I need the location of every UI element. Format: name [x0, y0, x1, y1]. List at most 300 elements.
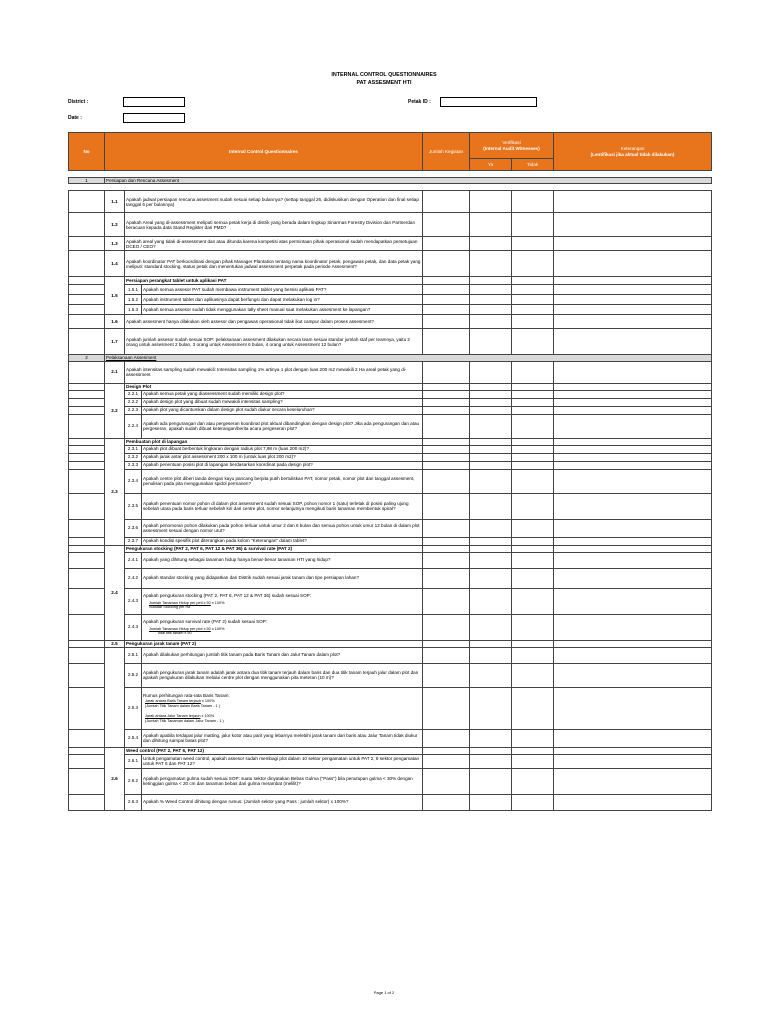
question-text: Apakah pengukuran stocking (PAT 2, PAT 6, PAT 12 & PAT 36) sudah sesuai SOP:: [143, 592, 312, 598]
row-number: 2.5: [105, 640, 125, 647]
keterangan-cell[interactable]: [554, 461, 712, 469]
ya-cell[interactable]: [470, 295, 512, 305]
row-number: 2.3: [105, 438, 125, 545]
keterangan-cell[interactable]: [554, 390, 712, 398]
tidak-cell[interactable]: [512, 552, 554, 568]
keterangan-cell[interactable]: [554, 398, 712, 406]
cell-blank: [69, 445, 105, 453]
jumlah-cell[interactable]: [423, 445, 470, 453]
jumlah-cell[interactable]: [423, 361, 470, 383]
ya-cell[interactable]: [470, 519, 512, 537]
page-number: Page 1 of 2: [373, 990, 395, 995]
question-text: Apakah semua petak yang diassessment sudah memiliki design plot?: [142, 390, 423, 398]
question-text: Apakah jadwal persiapan rencana assesment sudah sesuai setiap bulannya? (settap tanggal 26, didiskusikan dengan Operation dan final setiap tanggal 6 per bulannya): [125, 191, 423, 213]
keterangan-cell[interactable]: [554, 747, 712, 754]
cell-blank: [69, 361, 105, 383]
keterangan-cell[interactable]: [554, 285, 712, 295]
keterangan-cell[interactable]: [554, 453, 712, 461]
cell-blank: [69, 315, 105, 329]
cell-blank: [69, 191, 105, 213]
jumlah-cell[interactable]: [423, 647, 470, 663]
cell-blank: [69, 663, 105, 687]
section-title: Pelaksanaan Assesment: [105, 355, 712, 361]
row-number: 2.5.3: [125, 687, 142, 729]
jumlah-cell[interactable]: [423, 277, 470, 285]
row-number: 2.6.3: [125, 794, 142, 810]
tidak-cell[interactable]: [512, 329, 554, 355]
tidak-cell[interactable]: [512, 383, 554, 390]
cell-blank: [69, 438, 105, 445]
tidak-cell[interactable]: [512, 315, 554, 329]
question-formula-cell: [142, 588, 423, 614]
question-text: Apakah koordinator PAT berkoordinasi dengan pihak Manager Plantation tentang nama koordinator petak, pengawas petak, dan data petak yang meliputi: standard stocking, status petak dan menentukan jadwal assessment perpetak pada periode Assesment?: [125, 251, 423, 277]
row-number: 1.5.1: [125, 285, 142, 295]
question-text: Apakah pengukuran survival rate (PAT 2) sudah sesuai SOP:: [143, 618, 268, 624]
tidak-cell[interactable]: [512, 305, 554, 315]
keterangan-cell[interactable]: [554, 213, 712, 237]
row-number: 2.2.4: [125, 414, 142, 438]
row-number: 1.1: [105, 191, 125, 213]
tidak-cell[interactable]: [512, 406, 554, 414]
jumlah-cell[interactable]: [423, 469, 470, 493]
cell-blank: [69, 614, 105, 640]
tidak-cell[interactable]: [512, 453, 554, 461]
keterangan-cell[interactable]: [554, 493, 712, 519]
question-text: Apakah Areal yang di-assessment meliputi semua petak kerja di distrik yang berada dalam lingkup Sinarmas Forestry Division dan Partnerdan beracuan kepada data Stand Register dari PMD?: [125, 213, 423, 237]
jumlah-cell[interactable]: [423, 414, 470, 438]
row-number: 2.5.1: [125, 647, 142, 663]
jumlah-cell[interactable]: [423, 588, 470, 614]
question-text: Apakah intensitas sampling sudah mewakili: Intensitas sampling 1% artinya 1 plot dengan luas 200 m2 mewakili 2 Ha areal petak yang di-assessment: [125, 361, 423, 383]
row-number: 2.3.1: [125, 445, 142, 453]
spacer-row: [69, 171, 712, 178]
question-text: Apakah jumlah assesor sudah sesuai SOP: pelaksanaan assesment dilakukan secara team sesuai standar jumlah staf per teamnya, yaitu 2 orang untuk assesment 2 bulan, 3 orang untuk Assessment 6 bulan, 4 orang untuk Assessment 12 bulan?: [125, 329, 423, 355]
question-text: Apakah kondisi spesifik plot diterangkan pada kolom "Keterangan" dalam tablet?: [142, 537, 423, 545]
question-text: Apakah jarak antar plot assessment 200 x 100 m (untuk luas plot 200 m2)?: [142, 453, 423, 461]
cell-blank: [69, 493, 105, 519]
question-text: Untuk pengamatan weed control, apakah assesor sudah membagi plot dalam 10 sektor pengamatan untuk PAT 2; 8 sektor pengamatan untuk PAT 6 dan PAT 12?: [142, 754, 423, 768]
formula-denominator: (Jumlah Titik Tanam dalam Baris Tanam - 1 ): [145, 703, 220, 708]
subsection-title: Design Plot: [125, 383, 423, 390]
question-text: Apakah dilakukan perhitungan jumlah titik tanam pada Baris Tanam dan Jalur Tanam dalam plot?: [142, 647, 423, 663]
question-text: Apakah % Weed Control dihitung dengan rumus: (Jumlah sektor yang Pass : jumlah sektor) x 100%?: [142, 794, 423, 810]
cell-blank: [69, 768, 105, 794]
tidak-cell[interactable]: [512, 663, 554, 687]
row-number: 2.5.4: [125, 729, 142, 747]
col-keterangan: [554, 133, 712, 171]
cell-blank: [69, 729, 105, 747]
row-number: 1.7: [105, 329, 125, 355]
row-number: 1.2: [105, 213, 125, 237]
tidak-cell[interactable]: [512, 794, 554, 810]
keterangan-cell[interactable]: [554, 295, 712, 305]
keterangan-cell[interactable]: [554, 519, 712, 537]
keterangan-cell[interactable]: [554, 406, 712, 414]
cell-blank: [69, 647, 105, 663]
ya-cell[interactable]: [470, 315, 512, 329]
ya-cell[interactable]: [470, 414, 512, 438]
cell-blank: [69, 453, 105, 461]
ya-cell[interactable]: [470, 794, 512, 810]
tidak-cell[interactable]: [512, 237, 554, 251]
tidak-cell[interactable]: [512, 461, 554, 469]
col-tidak: Tidak: [512, 159, 554, 171]
row-number: 2.2.2: [125, 398, 142, 406]
question-text: Apakah pengamatan gulma sudah sesuai SOP: suatu sektor dinyatakan Bebas Gulma ("Pass") bila penutupan gulma < 30% dengan ketinggian gulma < 20 cm dan tanaman bebas dari gulma merambat (melilit)?: [142, 768, 423, 794]
keterangan-cell[interactable]: [554, 277, 712, 285]
question-text: Apakah assesment hanya dilakukan oleh assesor dan pengawas operasional tidak ikut campur dalam proses assesment?: [125, 315, 423, 329]
ya-cell[interactable]: [470, 237, 512, 251]
tidak-cell[interactable]: [512, 191, 554, 213]
row-number: 2.3.4: [125, 469, 142, 493]
date-field[interactable]: [123, 113, 185, 123]
ya-cell[interactable]: [470, 445, 512, 453]
formula-multiplier: x 100%: [211, 626, 225, 631]
jumlah-cell[interactable]: [423, 493, 470, 519]
jumlah-cell[interactable]: [423, 390, 470, 398]
row-number: 1.6: [105, 315, 125, 329]
row-number: 1.5.3: [125, 305, 142, 315]
formula-multiplier: x 100%: [201, 714, 215, 719]
jumlah-cell[interactable]: [423, 453, 470, 461]
question-formula-cell: [142, 614, 423, 640]
row-number: 2.6: [105, 747, 125, 810]
tidak-cell[interactable]: [512, 768, 554, 794]
question-text: Apakah penentuan posisi plot di lapangan berdasarkan koordinat pada design plot?: [142, 461, 423, 469]
tidak-cell[interactable]: [512, 285, 554, 295]
keterangan-cell[interactable]: [554, 545, 712, 552]
row-number: 2.3.5: [125, 493, 142, 519]
tidak-cell[interactable]: [512, 390, 554, 398]
tidak-cell[interactable]: [512, 647, 554, 663]
keterangan-cell[interactable]: [554, 414, 712, 438]
jumlah-cell[interactable]: [423, 794, 470, 810]
tidak-cell[interactable]: [512, 398, 554, 406]
ya-cell[interactable]: [470, 277, 512, 285]
row-number: 2.4.3: [125, 614, 142, 640]
tidak-cell[interactable]: [512, 361, 554, 383]
cell-blank: [69, 640, 105, 647]
cell-blank: [69, 295, 105, 305]
ya-cell[interactable]: [470, 588, 512, 614]
row-number: 2.4.1: [125, 552, 142, 568]
ya-cell[interactable]: [470, 545, 512, 552]
row-number: 2.6.1: [125, 754, 142, 768]
keterangan-label: Keterangan: [620, 146, 645, 152]
subsection-title: Pembuatan plot di lapangan: [125, 438, 423, 445]
cell-blank: [69, 747, 105, 754]
jumlah-cell[interactable]: [423, 768, 470, 794]
ya-cell[interactable]: [470, 285, 512, 295]
tidak-cell[interactable]: [512, 493, 554, 519]
col-ya: Ya: [470, 159, 512, 171]
keterangan-cell[interactable]: [554, 729, 712, 747]
keterangan-cell[interactable]: [554, 663, 712, 687]
tidak-cell[interactable]: [512, 438, 554, 445]
jumlah-cell[interactable]: [423, 329, 470, 355]
keterangan-cell[interactable]: [554, 315, 712, 329]
ya-cell[interactable]: [470, 537, 512, 545]
formula-multiplier: x 100%: [211, 600, 225, 605]
question-text: Apakah plot yang dicantumkan dalam design plot sudah diukur secara keseluruhan?: [142, 406, 423, 414]
jumlah-cell[interactable]: [423, 687, 470, 729]
row-number: 2.2.1: [125, 390, 142, 398]
page-subtitle: PAT ASSESMENT HTI: [356, 80, 412, 86]
row-number: 2.3.2: [125, 453, 142, 461]
keterangan-cell[interactable]: [554, 614, 712, 640]
ya-cell[interactable]: [470, 329, 512, 355]
question-text: Apakah plot dibuat berbentuk lingkaran dengan radius plot 7,98 m (luas 200 m2)?: [142, 445, 423, 453]
tidak-cell[interactable]: [512, 445, 554, 453]
jumlah-cell[interactable]: [423, 545, 470, 552]
row-number: 2.3.7: [125, 537, 142, 545]
tidak-cell[interactable]: [512, 469, 554, 493]
cell-blank: [69, 414, 105, 438]
row-number: 2.6.2: [125, 768, 142, 794]
ya-cell[interactable]: [470, 469, 512, 493]
jumlah-cell[interactable]: [423, 191, 470, 213]
col-no: No: [69, 133, 105, 171]
formula-numerator: Jarak antara Baris Tanam terjauh: [145, 699, 201, 704]
keterangan-cell[interactable]: [554, 251, 712, 277]
keterangan-cell[interactable]: [554, 794, 712, 810]
questionnaire-table: [68, 132, 712, 811]
question-text: Apakah design plot yang dibuat sudah mewakili intensitas sampling?: [142, 398, 423, 406]
keterangan-cell[interactable]: [554, 687, 712, 729]
question-text: Apakah penentuan nomor pohon di dalam plot assessment sudah sesuai SOP, pohon nomor 1 (satu) terletak di posisi paling ujung sebelah utara pada baris terluar sebelah kiri dari centre plot, nomor selanjutnya mengikuti baris tanaman membentuk spiral?: [142, 493, 423, 519]
ya-cell[interactable]: [470, 398, 512, 406]
question-text: Apakah yang dihitung sebagai tanaman hidup hanya benar-benar tanaman HTI yang hidup?: [142, 552, 423, 568]
cell-blank: [69, 794, 105, 810]
spacer-row: [69, 184, 712, 191]
formula-denominator: (Jumlah Titik Tanaman dalam Jalur Tanam - 1 ): [145, 718, 224, 723]
cell-blank: [69, 552, 105, 568]
tidak-cell[interactable]: [512, 414, 554, 438]
cell-blank: [69, 277, 105, 285]
keterangan-cell[interactable]: [554, 552, 712, 568]
ya-cell[interactable]: [470, 383, 512, 390]
keterangan-cell[interactable]: [554, 383, 712, 390]
subsection-title: Persiapan perangkat tablet untuk aplikasi PAT: [125, 277, 423, 285]
petak-id-field[interactable]: [440, 97, 537, 107]
ya-cell[interactable]: [470, 729, 512, 747]
cell-blank: [69, 519, 105, 537]
ya-cell[interactable]: [470, 493, 512, 519]
section-title: Persiapan dan Rencana Assesment: [105, 178, 712, 184]
tidak-cell[interactable]: [512, 251, 554, 277]
cell-blank: [69, 237, 105, 251]
jumlah-cell[interactable]: [423, 614, 470, 640]
verifikasi-label: Verifikasi: [502, 140, 521, 146]
question-text: Apakah apabila terdapat jalur matting, jalur kotor atau parit yang lebarnya melebihi jarak tanam dari baris atau Jalur Tanam tidak diukur dan dihitung sampai batas plot?: [142, 729, 423, 747]
petak-label: Petak ID :: [408, 99, 431, 105]
cell-blank: [69, 390, 105, 398]
tidak-cell[interactable]: [512, 568, 554, 588]
tidak-cell[interactable]: [512, 588, 554, 614]
formula-numerator: Jumlah Tanaman Hidup per petl x 50: [149, 600, 211, 605]
keterangan-cell[interactable]: [554, 305, 712, 315]
keterangan-cell[interactable]: [554, 640, 712, 647]
jumlah-cell[interactable]: [423, 213, 470, 237]
cell-blank: [69, 754, 105, 768]
jumlah-cell[interactable]: [423, 406, 470, 414]
cell-blank: [69, 329, 105, 355]
keterangan-sub: (Lentifikasi jika aktual tidak dilakukan): [590, 151, 675, 157]
ya-cell[interactable]: [470, 213, 512, 237]
tidak-cell[interactable]: [512, 213, 554, 237]
cell-blank: [69, 461, 105, 469]
keterangan-cell[interactable]: [554, 469, 712, 493]
tidak-cell[interactable]: [512, 640, 554, 647]
ya-cell[interactable]: [470, 251, 512, 277]
cell-blank: [69, 406, 105, 414]
jumlah-cell[interactable]: [423, 251, 470, 277]
formula-numerator: Jumlah Tanaman Hidup per plot x 50: [149, 626, 211, 631]
keterangan-cell[interactable]: [554, 438, 712, 445]
jumlah-cell[interactable]: [423, 461, 470, 469]
row-number: 1.4: [105, 251, 125, 277]
question-text: Apakah standar stocking yang didapatkan dari Distrik sudah sesuai jarak tanam dan tipe persiapan lahan?: [142, 568, 423, 588]
row-number: 2.2.3: [125, 406, 142, 414]
jumlah-cell[interactable]: [423, 552, 470, 568]
jumlah-cell[interactable]: [423, 398, 470, 406]
row-number: 2.4.2: [125, 568, 142, 588]
tidak-cell[interactable]: [512, 729, 554, 747]
ya-cell[interactable]: [470, 768, 512, 794]
subsection-title: Pengukuran jarak tanam (PAT 2): [125, 640, 423, 647]
row-number: 1.5: [105, 277, 125, 315]
page-title: INTERNAL CONTROL QUESTIONNAIRES: [331, 72, 437, 78]
cell-blank: [69, 398, 105, 406]
row-number: 1.5.2: [125, 295, 142, 305]
tidak-cell[interactable]: [512, 277, 554, 285]
ya-cell[interactable]: [470, 361, 512, 383]
jumlah-cell[interactable]: [423, 305, 470, 315]
keterangan-cell[interactable]: [554, 537, 712, 545]
cell-blank: [69, 588, 105, 614]
keterangan-cell[interactable]: [554, 588, 712, 614]
ya-cell[interactable]: [470, 568, 512, 588]
formula-multiplier: x 100%: [201, 699, 215, 704]
section-number: 2: [69, 355, 105, 361]
row-number: 2.5.2: [125, 663, 142, 687]
ya-cell[interactable]: [470, 687, 512, 729]
cell-blank: [69, 545, 105, 552]
district-field[interactable]: [123, 97, 185, 107]
question-text: Apakah areal yang tidak di-assessment dan atau ditunda karena kompetisi atas permintaan pihak operasional sudah mendapatkan persetujuan DCEO / CEO?: [125, 237, 423, 251]
ya-cell[interactable]: [470, 663, 512, 687]
tidak-cell[interactable]: [512, 754, 554, 768]
cell-blank: [69, 383, 105, 390]
tidak-cell[interactable]: [512, 545, 554, 552]
col-icq: Internal Control Questionnaires: [105, 133, 423, 171]
ya-cell[interactable]: [470, 647, 512, 663]
jumlah-cell[interactable]: [423, 315, 470, 329]
tidak-cell[interactable]: [512, 614, 554, 640]
question-text: Apakah pengukuran jarak tanam adalah jarak antara dua titik tanam terjauh dalam baris dan dua titik tanam terjauh jalur dalam plot dan apakah pengukuran dilakukan melalui centre plot dengan menggunakan pita meteran (10 m)?: [142, 663, 423, 687]
district-label: District :: [68, 99, 89, 105]
ya-cell[interactable]: [470, 461, 512, 469]
ya-cell[interactable]: [470, 191, 512, 213]
keterangan-cell[interactable]: [554, 237, 712, 251]
question-text: Apakah semua assesor PAT sudah membawa instrument tablet yang bersisi aplikasi PAT?: [142, 285, 423, 295]
tidak-cell[interactable]: [512, 747, 554, 754]
jumlah-cell[interactable]: [423, 640, 470, 647]
keterangan-cell[interactable]: [554, 191, 712, 213]
row-number: 2.4: [105, 545, 125, 640]
keterangan-cell[interactable]: [554, 361, 712, 383]
cell-blank: [105, 647, 125, 747]
jumlah-cell[interactable]: [423, 537, 470, 545]
ya-cell[interactable]: [470, 390, 512, 398]
question-text: Rumus perhitungan rata-rata Baris Tanam:: [143, 693, 230, 699]
tidak-cell[interactable]: [512, 519, 554, 537]
jumlah-cell[interactable]: [423, 754, 470, 768]
question-text: Apakah ada pengurangan dan atau pergeseran koordinat plot aktual dibandingkan dengan design plot? Jika ada pengurangan dan atau pergeseran, apakah sudah dibuat keterangan/berita acara pergeseran plot?: [142, 414, 423, 438]
formula-numerator: Jarak antara Jalur Tanam terjauh: [145, 714, 201, 719]
row-number: 2.1: [105, 361, 125, 383]
cell-blank: [69, 285, 105, 295]
subsection-title: Weed control (PAT 2, PAT 6, PAT 12): [125, 747, 423, 754]
tidak-cell[interactable]: [512, 687, 554, 729]
jumlah-cell[interactable]: [423, 519, 470, 537]
jumlah-cell[interactable]: [423, 663, 470, 687]
jumlah-cell[interactable]: [423, 438, 470, 445]
tidak-cell[interactable]: [512, 537, 554, 545]
cell-blank: [69, 469, 105, 493]
date-label: Date :: [68, 115, 82, 121]
jumlah-cell[interactable]: [423, 568, 470, 588]
row-number: 1.3: [105, 237, 125, 251]
cell-blank: [69, 305, 105, 315]
ya-cell[interactable]: [470, 453, 512, 461]
keterangan-cell[interactable]: [554, 568, 712, 588]
ya-cell[interactable]: [470, 305, 512, 315]
keterangan-cell[interactable]: [554, 647, 712, 663]
jumlah-cell[interactable]: [423, 237, 470, 251]
cell-blank: [69, 568, 105, 588]
jumlah-cell[interactable]: [423, 747, 470, 754]
jumlah-cell[interactable]: [423, 383, 470, 390]
question-formula-cell: [142, 687, 423, 729]
question-text: Apakah centre plot diberi tanda dengan kayu pancang berpita putih bertuliskan PAT, nomor petak, nomor plot dan tanggal assesment, penulisan pada pita menggunakan spidol permanen?: [142, 469, 423, 493]
ya-cell[interactable]: [470, 747, 512, 754]
verifikasi-sub: (Internal Audit Witnesses): [483, 145, 540, 151]
row-number: 2.3.3: [125, 461, 142, 469]
keterangan-cell[interactable]: [554, 445, 712, 453]
jumlah-cell[interactable]: [423, 285, 470, 295]
jumlah-cell[interactable]: [423, 295, 470, 305]
cell-blank: [69, 251, 105, 277]
ya-cell[interactable]: [470, 438, 512, 445]
ya-cell[interactable]: [470, 614, 512, 640]
jumlah-cell[interactable]: [423, 729, 470, 747]
question-text: Apakah semua assesor sudah tidak menggunakan tally sheet manual saat melakukan assesment ke lapangan?: [142, 305, 423, 315]
ya-cell[interactable]: [470, 406, 512, 414]
keterangan-cell[interactable]: [554, 768, 712, 794]
cell-blank: [69, 213, 105, 237]
keterangan-cell[interactable]: [554, 329, 712, 355]
ya-cell[interactable]: [470, 640, 512, 647]
col-verifikasi: [470, 133, 554, 159]
ya-cell[interactable]: [470, 754, 512, 768]
col-jumlah: Jumlah Kegiatan: [423, 133, 470, 171]
keterangan-cell[interactable]: [554, 754, 712, 768]
ya-cell[interactable]: [470, 552, 512, 568]
tidak-cell[interactable]: [512, 295, 554, 305]
formula-denominator: Standar Stocking per Ha: [149, 605, 191, 610]
question-text: Apakah penomoran pohon dilakukan pada pohon terluar untuk umur 2 dan 6 bulan dan semua pohon untuk umur 12 bulan di dalam plot assessment sesuai dengan nomor urut?: [142, 519, 423, 537]
